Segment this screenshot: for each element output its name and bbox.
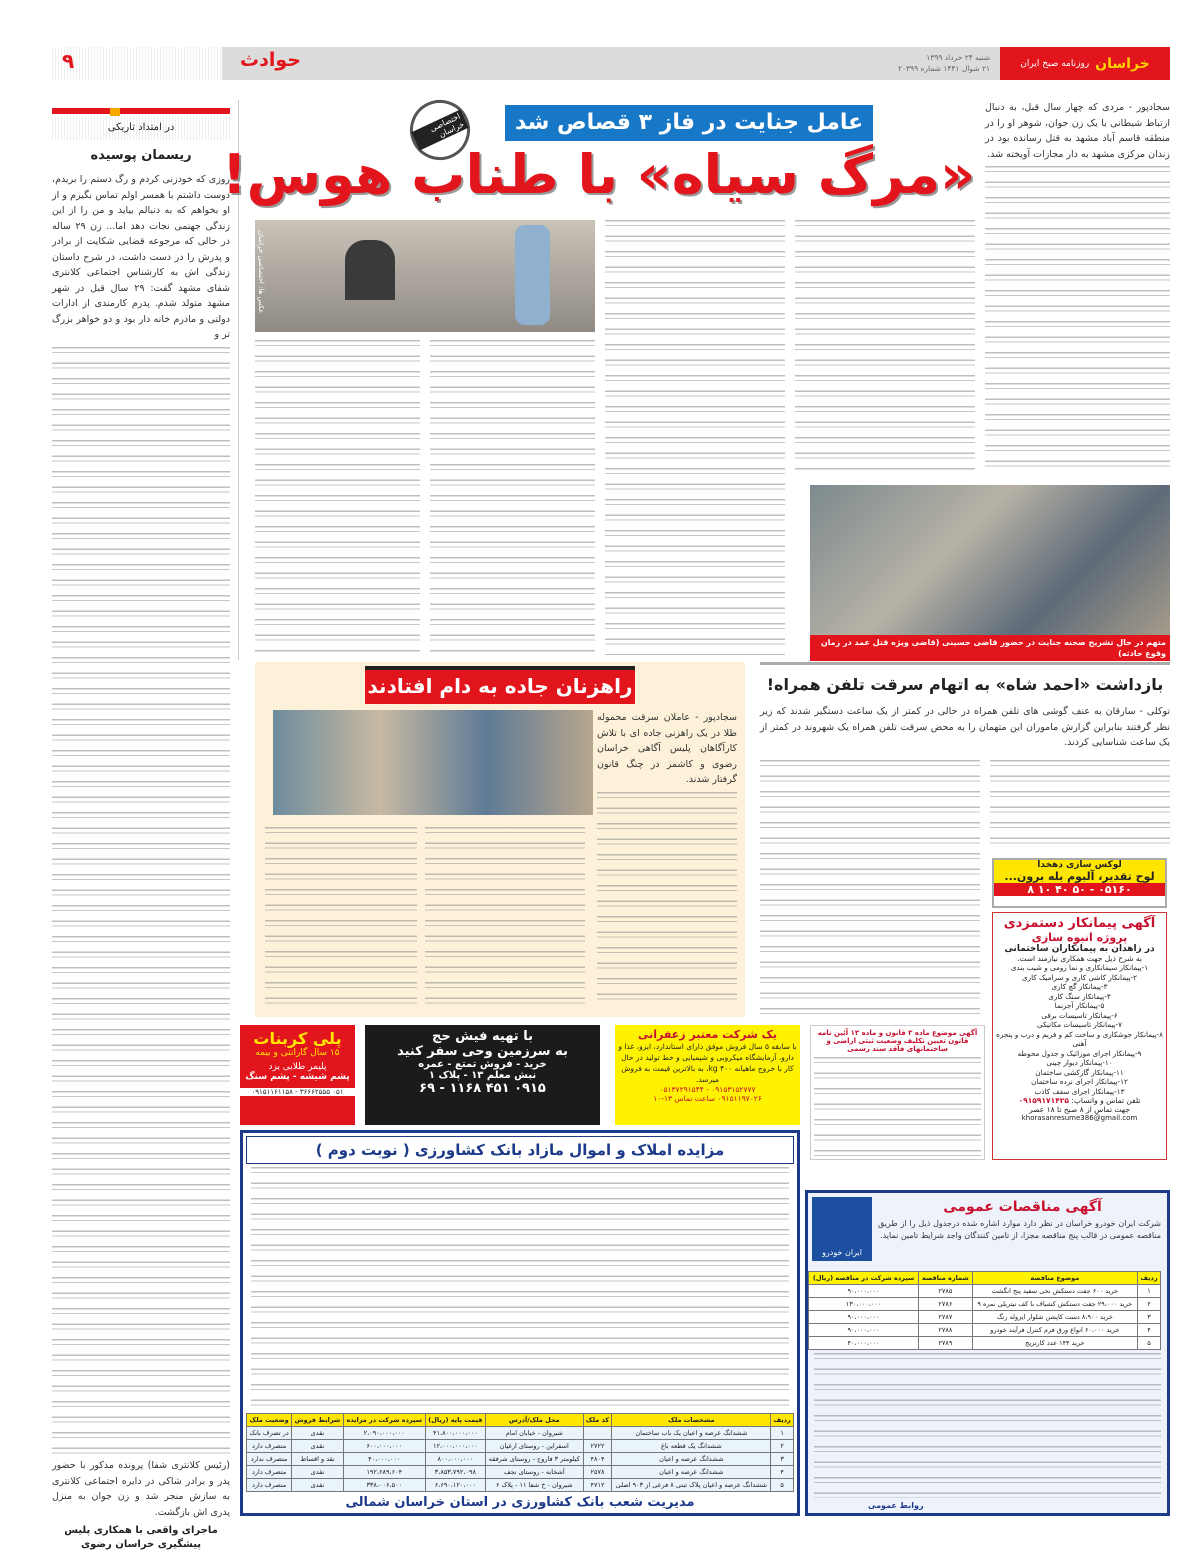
table-cell: ۱۹۲،۶۸۹،۶۰۴ (343, 1466, 425, 1479)
table-cell (583, 1427, 612, 1440)
table-row (809, 1285, 1161, 1298)
album-ad[interactable]: لوکس سازی دهخدا لوح تقدیر، آلبوم بله برون... ۰۵۱۶۰ - ۵۰ ۴۰ ۱۰ ۸ (992, 858, 1167, 908)
story2-headline: راهزنان جاده به دام افتادند (365, 666, 635, 704)
column-kicker: در امتداد تاریکی (52, 116, 230, 140)
table-cell: ۲۷۸۹ (919, 1337, 973, 1350)
contractor-item: ۲-پیمانکار کاشی کاری و سرامیک کاری (1022, 972, 1137, 982)
table-cell: ۵ (771, 1479, 794, 1492)
judge-figure (345, 240, 395, 300)
crime-scene-photo (810, 485, 1170, 635)
column-header: شماره مناقصه (919, 1272, 973, 1285)
table-row (247, 1466, 794, 1479)
table-cell: خرید ۸،۹۰۰ دست کاپشن شلوار ایزوله رنگ (972, 1311, 1137, 1324)
column-header: ردیف (771, 1414, 794, 1427)
table-cell: ۱۳۰،۰۰۰،۰۰۰ (809, 1298, 919, 1311)
table-cell: ۴۱،۸۰۰،۰۰۰،۰۰۰ (425, 1427, 485, 1440)
contractor-item: ۷-پیمانکار تاسیسات مکانیکی (1036, 1020, 1123, 1029)
table-cell: متصرف ندارد (247, 1453, 292, 1466)
story2-body-3 (265, 827, 417, 1007)
main-headline: «مرگ سیاه» با طناب هوس! (221, 143, 975, 206)
table-row (247, 1453, 794, 1466)
table-cell: متصرف دارد (247, 1440, 292, 1453)
table-cell: ۲ (771, 1440, 794, 1453)
story2-body-2 (425, 827, 585, 1007)
table-cell: ۲۷۸۸ (919, 1324, 973, 1337)
table-row (247, 1479, 794, 1492)
contractor-ad[interactable]: آگهی پیمانکار دستمزدی پروژه انبوه سازی در زاهدان به پیمانکاران ساختمانی به شرح ذیل جهت همکاری نیازمند است. ۱-پیمانکار سیمانکاری و نما رومی و شیب بندی ۲-پیمانکار کاشی کاری و سرامیک کاری ۳-پیمانکار گچ کاری ۴-پیمانکار سنگ کاری ۵-پیمانکار آجرنما ۶-پیمانکار تاسیسات برقی ۷-پیمانکار تاسیسات مکانیکی ۸-پیمانکار جوشکاری و ساخت کم و فریم و درب و پنجره آهنی ۹-پیمانکار اجرای موزائیک و جدول محوطه ۱۰-پیمانکار دیوار چینی ۱۱-پیمانکار گازکشی ساختمان ۱۲-پیمانکار اجرای نرده ساختمان ۱۳-پیمانکار اجرای سقف کاذب تلفن تماس و واتساپ: ۰۹۱۵۹۱۷۱۴۲۵ جهت تماس از ۸ صبح تا ۱۸ عصر khorasanresume386@gmail.com (992, 912, 1167, 1160)
table-cell: خرید ۶۰،۰۰۰ انواع ورق فرم کنترل فرآیند خودرو (972, 1324, 1137, 1337)
table-cell: ۲،۰۹۰،۰۰۰،۰۰۰ (343, 1427, 425, 1440)
table-row (809, 1298, 1161, 1311)
table-cell: ۶،۶۹۰،۱۲۰،۰۰۰ (425, 1479, 485, 1492)
table-cell: ۲۷۸۷ (919, 1311, 973, 1324)
table-cell: ۴ (771, 1466, 794, 1479)
table-cell: ۴۷۱۲ (583, 1479, 612, 1492)
table-row (809, 1324, 1161, 1337)
table-cell: نقدی (292, 1440, 344, 1453)
story3-headline: بازداشت «احمد شاه» به اتهام سرقت تلفن همراه! (766, 675, 1164, 694)
table-cell: ۹۰،۰۰۰،۰۰۰ (809, 1285, 919, 1298)
header-band (222, 47, 1000, 80)
table-row (809, 1337, 1161, 1350)
table-cell: ۲ (1137, 1298, 1160, 1311)
table-cell: ۴۸۰۴ (583, 1453, 612, 1466)
story-body-col4 (430, 340, 595, 655)
contractor-item: ۵-پیمانکار آجرنما (1054, 1001, 1105, 1010)
tender-body (814, 1353, 1161, 1498)
defendant-figure (515, 225, 550, 325)
column-title: ریسمان پوسیده (90, 148, 192, 163)
contractor-item: ۱۳-پیمانکار اجرای سقف کاذب (1034, 1086, 1125, 1096)
tender-intro: شرکت ایران خودرو خراسان در نظر دارد موارد اشاره شده درجدول ذیل را از طریق مناقصه عمومی در قالب پنج مناقصه مجزا، از تامین کنندگان واجد شرایط تامین نماید. (878, 1219, 1161, 1240)
table-cell: ششدانگ یک قطعه باغ (612, 1440, 771, 1453)
story2-box (255, 662, 745, 1017)
auction-footer: مدیریت شعب بانک کشاورزی در استان خراسان شمالی (345, 1495, 695, 1510)
table-cell: نقدی (292, 1427, 344, 1440)
column-header: کد ملک (583, 1414, 612, 1427)
table-row (247, 1440, 794, 1453)
story3-body-2 (990, 760, 1170, 850)
table-cell: ششدانگ عرصه و اعیان پلاک ثبتی ۸ فرعی از ۹۰۳ اصلی (612, 1479, 771, 1492)
iran-khodro-logo: ایران خودرو (812, 1197, 872, 1261)
column-body: روزی که خودزنی کردم و رگ دستم را بریدم، دوست داشتم با همسر اولم تماس بگیرم و از او بخواهم که به دنبالم بیاید و من را از این زندگی جهنمی نجات دهد اما... زن ۲۹ ساله در حالی که مرجوعه قضایی شکایت از برادر و پدرش را در دست داشت، در شرح داستان زندگی اش به کارشناس اجتماعی کلانتری شفای مشهد گفت: ۲۹ سال قبل در شهر مشهد متولد شدم. پدرم کارمندی از ادارات دولتی و مادرم خانه دار بود و دو خواهر بزرگ تر و (52, 174, 230, 340)
table-cell: ۲۷۲۲ (583, 1440, 612, 1453)
contractor-item: ۶-پیمانکار تاسیسات برقی (1041, 1010, 1118, 1020)
polycarbonate-ad[interactable]: پلی کربنات ۱۵ سال گارانتی و بیمه پلیمر طلایی یزد پشم شیشه - پشم سنگ ۰۵۱ ۳۶۶۶۲۵۵۵ - ۰۹۱۵۱۱۶۱۱۵۸ (240, 1025, 355, 1125)
table-cell: ۲۷۸۶ (919, 1298, 973, 1311)
story-col1 (985, 100, 1170, 470)
exclusive-stamp: اختصاصی خراسان (400, 90, 480, 170)
table-cell: شیروان - خ شفا ۱۱ - پلاک ۶ (485, 1479, 583, 1492)
table-cell: متصرف دارد (247, 1466, 292, 1479)
photo-caption: متهم در حال تشریح صحنه جنایت در حضور قاضی حسینی (قاضی ویژه قتل عمد در زمان وقوع حادثه) (810, 635, 1170, 661)
story-lead: سجادپور - مردی که چهار سال قبل، به دنبال ارتباط شیطانی با یک زن جوان، شوهر او را در منطقه قاسم آباد مشهد به قتل رسانده بود در زندان مرکزی مشهد به دار مجازات آویخته شد. (985, 102, 1170, 160)
newspaper-logo[interactable] (1000, 47, 1170, 80)
contractor-item: ۱۱-پیمانکار گازکشی ساختمان (1035, 1067, 1124, 1077)
court-photo: عکس ها: اختصاصی خراسان (255, 220, 595, 332)
column-header: سپرده شرکت در مزایده (343, 1414, 425, 1427)
column-content (52, 172, 230, 1552)
table-row (809, 1311, 1161, 1324)
table-cell: اسفراین - روستای ارغیان (485, 1440, 583, 1453)
table-cell: ششدانگ عرصه و اعیان (612, 1466, 771, 1479)
page-number-box (52, 47, 222, 80)
table-row (247, 1427, 794, 1440)
column-header: ردیف (1137, 1272, 1160, 1285)
table-cell: خرید ۶۰۰ جفت دستکش نخی سفید پنج انگشت (972, 1285, 1137, 1298)
auction-title: مزایده املاک و اموال مازاد بانک کشاورزی ( نوبت دوم ) (246, 1136, 794, 1164)
contractor-item: ۴-پیمانکار سنگ کاری (1048, 991, 1111, 1001)
story-kicker: عامل جنایت در فاز ۳ قصاص شد (505, 105, 873, 141)
legal-notice-ad[interactable]: آگهی موضوع ماده ۳ قانون و ماده ۱۳ آئین نامه قانون تعیین تکلیف وضعیت ثبتی اراضی و ساختمانهای فاقد سند رسمی (810, 1025, 985, 1160)
table-cell: ۵ (1137, 1337, 1160, 1350)
column-signature: ماجرای واقعی با همکاری پلیس پیشگیری خراسان رضوی (64, 1525, 218, 1550)
column-bar (52, 108, 230, 114)
table-cell: ۳،۸۵۳،۷۹۲،۰۹۸ (425, 1466, 485, 1479)
story2-lead: سجادپور - عاملان سرقت محموله طلا در یک راهزنی جاده ای با تلاش کارآگاهان پلیس آگاهی خراسان رضوی و کاشمر در چنگ قانون گرفتار شدند. (597, 712, 737, 785)
story-body-col5 (255, 340, 420, 655)
contractor-item: ۳-پیمانکار گچ کاری (1051, 982, 1108, 991)
table-cell: شیروان - خیابان امام (485, 1427, 583, 1440)
tender-footer: روابط عمومی (868, 1501, 924, 1510)
auction-table (246, 1413, 794, 1492)
tender-table (808, 1271, 1161, 1350)
column-header: وضعیت ملک (247, 1414, 292, 1427)
table-cell: ۹۰،۰۰۰،۰۰۰ (809, 1311, 919, 1324)
auction-body (251, 1167, 789, 1410)
table-cell: نقدی (292, 1479, 344, 1492)
page-number: ۹ (62, 49, 75, 73)
table-cell: نقدی (292, 1466, 344, 1479)
story-body-col1 (985, 166, 1170, 470)
hajj-ad[interactable]: با تهیه فیش حج به سرزمین وحی سفر کنید خرید - فروش تمتع - عمره نبش معلم ۱۳ - پلاک ۱ ۰۹۱۵ ۴۵۱ ۱۱۶۸ - ۶۹ (365, 1025, 600, 1125)
story-body-col2 (795, 220, 975, 470)
brand-subtitle: روزنامه صبح ایران (1020, 58, 1090, 69)
column-header: سپرده شرکت در مناقصه (ریال) (809, 1272, 919, 1285)
contractor-item: ۱۲-پیمانکار اجرای نرده ساختمان (1031, 1077, 1128, 1086)
brand-name: خراسان (1095, 55, 1150, 72)
table-cell: خرید ۱۴۴ عدد کارتریج (972, 1337, 1137, 1350)
suspects-photo (273, 710, 593, 815)
table-cell: ششدانگ عرصه و اعیان (612, 1453, 771, 1466)
table-cell: ۹۰،۰۰۰،۰۰۰ (809, 1324, 919, 1337)
table-cell: ۴۰،۰۰۰،۰۰۰ (343, 1453, 425, 1466)
table-cell: ۳۳۸،۰۰۶،۵۰۰ (343, 1479, 425, 1492)
contractor-item: ۹-پیمانکار اجرای موزائیک و جدول محوطه (1017, 1048, 1142, 1058)
divider (760, 662, 1170, 665)
table-cell: آشخانه - روستای نجف (485, 1466, 583, 1479)
table-cell: ۶۰۰،۰۰۰،۰۰۰ (343, 1440, 425, 1453)
column-header: موضوع مناقصه (972, 1272, 1137, 1285)
column-body-text (52, 347, 230, 1455)
issue-date: شنبه ۲۴ خرداد ۱۳۹۹ ۲۱ شوال ۱۴۴۱ شماره ۲۰۳۹۹ (897, 53, 990, 73)
story3-lead: توکلی - سارقان به عنف گوشی های تلفن همراه در حالی در کمتر از یک ساعت دستگیر شدند که زیر نظر گرفتند بنابراین گزارش ماموران این متهمان را به محض سرقت تلفن همراه یک شهروند در کمتر از یک ساعت شناسایی کردند. (760, 706, 1170, 748)
table-cell: متصرف دارد (247, 1479, 292, 1492)
saffron-ad[interactable]: یک شرکت معتبر زعفرانی با سابقه ۵ سال فروش موفق دارای استاندارد، ایزو، غذا و دارو، آزمایشگاه میکروبی و شیمیایی و خط تولید در حال کار با خروج ماهیانه ۴۰۰ kg، به بالاترین قیمت به فروش میرسد. ۰۹۱۵۳۱۵۲۷۷۷ - ۰۵۱۳۷۲۹۱۵۴۴ ۰۹۱۵۱۱۹۷۰۲۶ ساعت تماس ۱۳-۱۰ (615, 1025, 800, 1125)
column-header: شرایط فروش (292, 1414, 344, 1427)
story2-body (597, 792, 737, 1008)
tender-ad[interactable] (805, 1190, 1170, 1516)
column-header: مشخصات ملک (612, 1414, 771, 1427)
tender-title: آگهی مناقصات عمومی (943, 1199, 1102, 1215)
story3-body (760, 760, 980, 1015)
table-cell: ۱ (1137, 1285, 1160, 1298)
table-cell: ۳ (1137, 1311, 1160, 1324)
table-cell: کیلومتر ۳ فاروج - روستای شرفقه (485, 1453, 583, 1466)
column-header: قیمت پایه (ریال) (425, 1414, 485, 1427)
column-ending: (رئیس کلانتری شفا) پرونده مذکور با حضور پدر و برادر شاکی در دایره اجتماعی کلانتری به سازش منجر شد و زن جوان به منزل پدری اش بازگشت. (52, 1460, 230, 1518)
story-body-col3 (605, 220, 785, 655)
column-header: محل ملک/آدرس (485, 1414, 583, 1427)
table-cell: ۴۰،۰۰۰،۰۰۰ (809, 1337, 919, 1350)
table-cell: ۲۷۸۵ (919, 1285, 973, 1298)
table-cell: ۴ (1137, 1324, 1160, 1337)
table-cell: نقد و اقساط (292, 1453, 344, 1466)
contractor-item: ۸-پیمانکار جوشکاری و ساخت کم و فریم و درب و پنجره آهنی (996, 1029, 1163, 1048)
table-cell: ۸۰۰،۰۰۰،۰۰۰ (425, 1453, 485, 1466)
table-cell: ۱۲،۰۰۰،۰۰۰،۰۰۰ (425, 1440, 485, 1453)
contractor-item: ۱۰-پیمانکار دیوار چینی (1046, 1058, 1113, 1067)
table-cell: ۲۵۷۸ (583, 1466, 612, 1479)
contractor-item: ۱-پیمانکار سیمانکاری و نما رومی و شیب بندی (1010, 963, 1149, 972)
table-cell: ۱ (771, 1427, 794, 1440)
section-title: حوادث (240, 49, 301, 71)
table-cell: خرید ۲۹،۰۰۰ جفت دستکش کشباف با کف نیتریلی نمره ۹ (972, 1298, 1137, 1311)
auction-ad[interactable] (240, 1130, 800, 1516)
table-cell: ششدانگ عرصه و اعیان یک باب ساختمان (612, 1427, 771, 1440)
table-cell: در تصرف بانک (247, 1427, 292, 1440)
column-bar-accent (110, 108, 120, 116)
table-cell: ۳ (771, 1453, 794, 1466)
